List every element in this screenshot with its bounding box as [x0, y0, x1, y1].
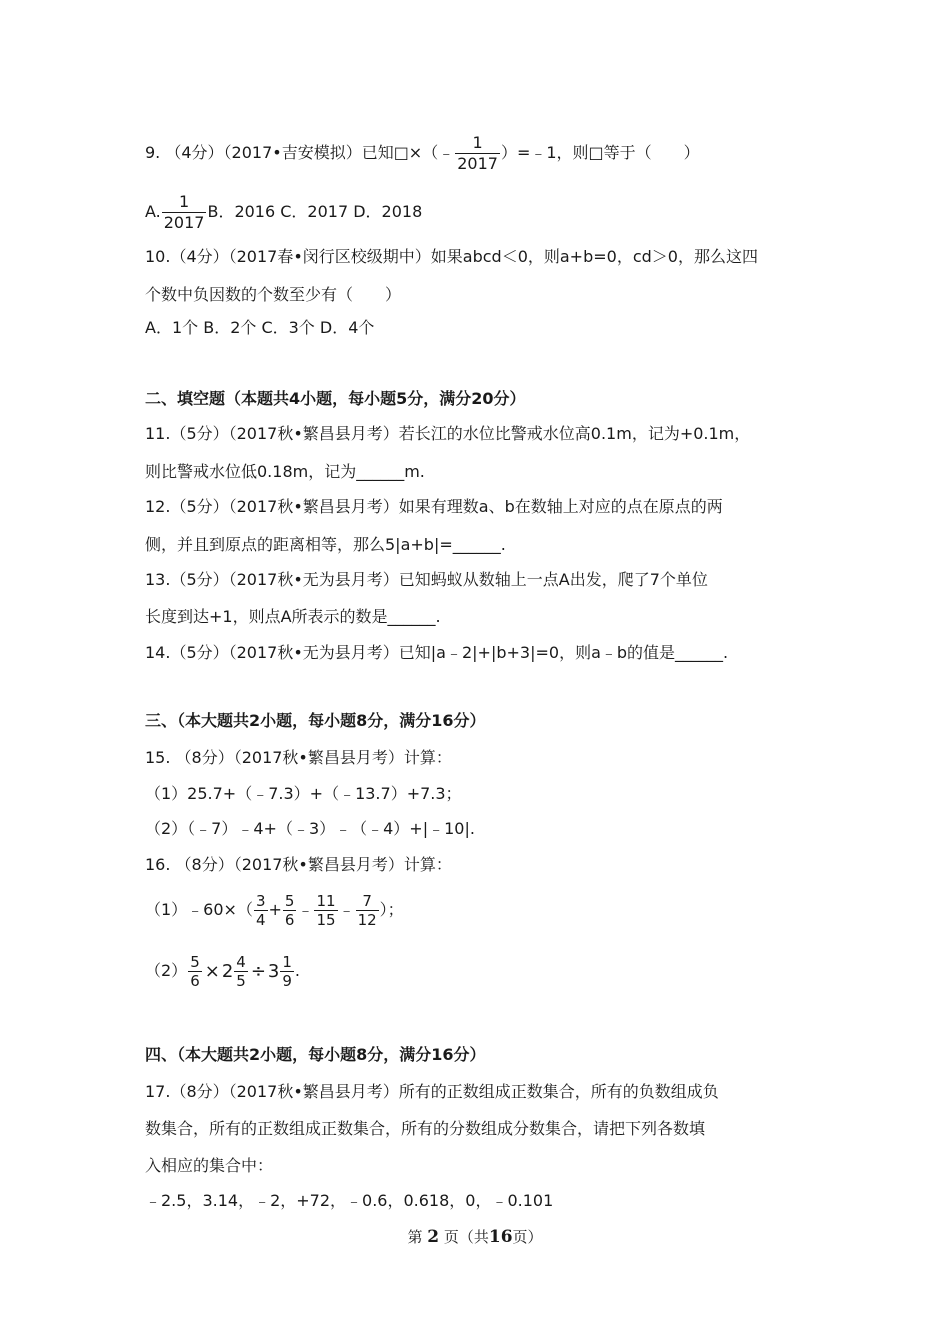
q16-p2-divide: ÷ [250, 960, 266, 982]
footer-page-number: 2 [427, 1227, 440, 1247]
section-2-heading: 二、填空题（本题共4小题，每小题5分，满分20分） [145, 389, 526, 408]
q13-line-1: 13.（5分）（2017秋•无为县月考）已知蚂蚁从数轴上一点A出发，爬了7个单位 [145, 570, 708, 589]
q16-p2-mixed-2: 3 $\frac{1}{9}$ [267, 953, 292, 990]
q15-line-1: 15. （8分）（2017秋•繁昌县月考）计算： [145, 748, 452, 767]
q10-line-2: 个数中负因数的个数至少有（ ） [145, 285, 402, 304]
q16-p2-times: × [204, 960, 220, 982]
q11-line-1: 11.（5分）（2017秋•繁昌县月考）若长江的水位比警戒水位高0.1m，记为+0.1m， [145, 424, 751, 443]
q16-p2-fraction-1: $\frac{5}{6}$ [190, 953, 200, 990]
q16-p1-plus: + [268, 900, 282, 919]
q16-part-1 [145, 892, 404, 929]
section-4-heading: 四、（本大题共2小题，每小题8分，满分16分） [145, 1045, 486, 1064]
q16-p1-fraction-4: $\frac{7}{12}$ [357, 892, 377, 929]
q11-line-2: 则比警戒水位低0.18m，记为______m. [145, 462, 425, 481]
q17-line-1: 17.（8分）（2017秋•繁昌县月考）所有的正数组成正数集合，所有的负数组成负 [145, 1082, 719, 1101]
footer-mid: 页（共 [443, 1228, 489, 1246]
q17-numbers: ﹣2.5，3.14，﹣2，+72，﹣0.6，0.618，0，﹣0.101 [145, 1191, 554, 1210]
q9-option-a-prefix: A. [145, 202, 161, 221]
q17-line-3: 入相应的集合中： [145, 1156, 274, 1175]
q16-p1-minus-1: ﹣ [297, 900, 314, 919]
q16-p1-fraction-3: $\frac{11}{15}$ [316, 892, 336, 929]
q16-p2-mixed-1: 2 $\frac{4}{5}$ [221, 953, 246, 990]
q12-line-2: 侧，并且到原点的距离相等，那么5|a+b|=______. [145, 535, 506, 554]
q14-line-1: 14.（5分）（2017秋•无为县月考）已知|a﹣2|+|b+3|=0，则a﹣b的值是______. [145, 643, 729, 662]
q9-option-a-fraction: $\frac{1}{2017}$ [163, 192, 205, 232]
q16-line-1: 16. （8分）（2017秋•繁昌县月考）计算： [145, 855, 452, 874]
q9-fraction: $\frac{1}{2017}$ [457, 133, 498, 173]
q9-text-post: ）=﹣1，则□等于（ ） [500, 143, 700, 162]
q16-p1-fraction-2: $\frac{5}{6}$ [284, 892, 295, 929]
q10-options: A．1个 B．2个 C．3个 D．4个 [145, 318, 375, 337]
q16-p1-minus-2: ﹣ [338, 900, 355, 919]
q12-line-1: 12.（5分）（2017秋•繁昌县月考）如果有理数a、b在数轴上对应的点在原点的两 [145, 497, 723, 516]
q16-p2-prefix: （2） [145, 961, 188, 980]
q16-p1-suffix: ）； [379, 900, 404, 919]
q16-p2-suffix: . [294, 961, 301, 980]
q16-p1-prefix: （1）﹣60×（ [145, 900, 253, 919]
q15-part-1: （1）25.7+（﹣7.3）+（﹣13.7）+7.3； [145, 784, 462, 803]
section-3-heading: 三、（本大题共2小题，每小题8分，满分16分） [145, 711, 486, 730]
q15-part-2: （2）（﹣7）﹣4+（﹣3）﹣（﹣4）+|﹣10|. [145, 819, 475, 838]
q16-p1-fraction-1: $\frac{3}{4}$ [255, 892, 266, 929]
page-footer [0, 1226, 950, 1247]
footer-post: 页） [512, 1228, 543, 1246]
q16-part-2 [145, 953, 300, 990]
q9-text-pre: 9. （4分）（2017•吉安模拟）已知□×（﹣ [145, 143, 455, 162]
q16-p2-mixed-2-fraction: $\frac{1}{9}$ [282, 953, 292, 990]
footer-pre: 第 [407, 1228, 423, 1246]
question-9 [145, 133, 700, 174]
q13-line-2: 长度到达+1，则点A所表示的数是______. [145, 607, 441, 626]
q9-options-rest: B．2016 C．2017 D．2018 [207, 202, 423, 221]
q10-line-1: 10.（4分）（2017春•闵行区校级期中）如果abcd＜0，则a+b=0，cd＞0，那么这四 [145, 247, 758, 266]
q17-line-2: 数集合，所有的正数组成正数集合，所有的分数组成分数集合，请把下列各数填 [145, 1119, 706, 1138]
q9-options [145, 192, 422, 233]
footer-total-pages: 16 [488, 1227, 513, 1247]
q16-p2-mixed-1-fraction: $\frac{4}{5}$ [236, 953, 246, 990]
